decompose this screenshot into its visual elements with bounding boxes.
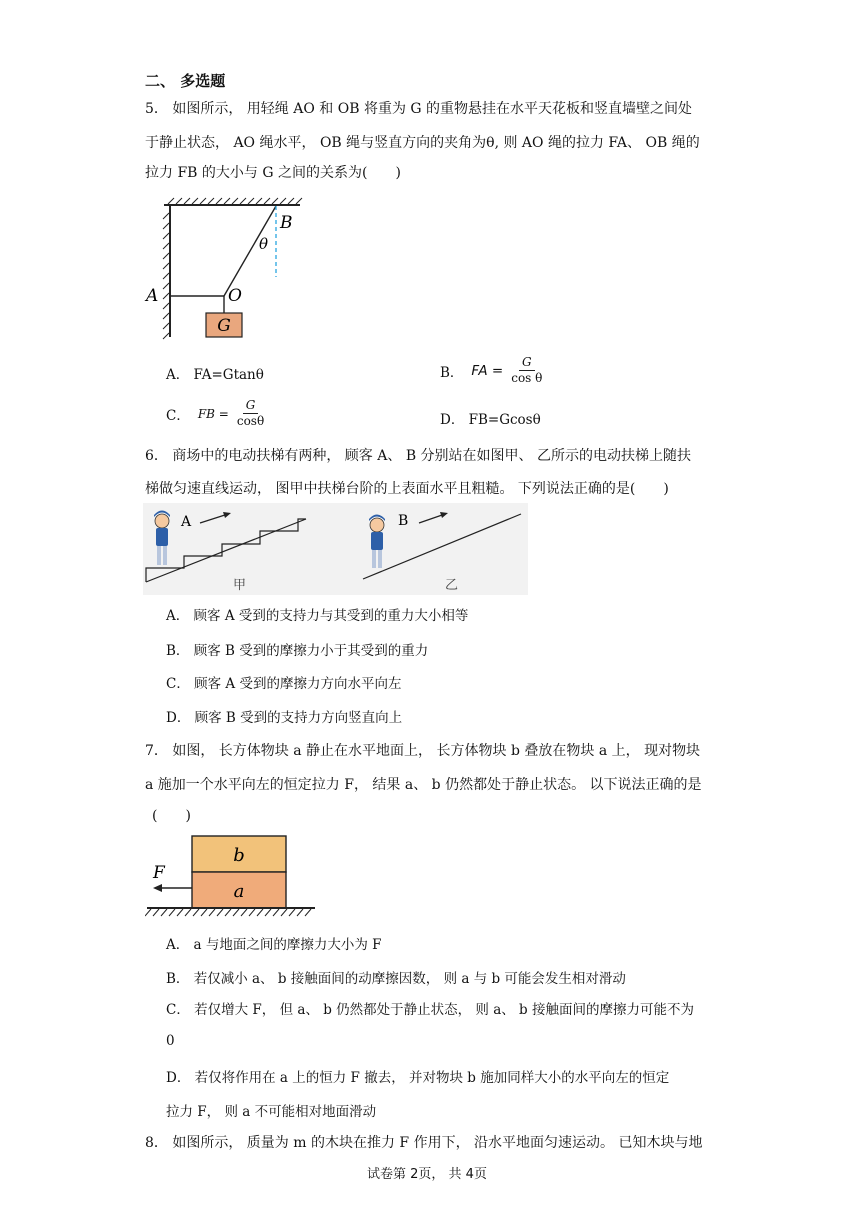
option-c-lhs: FB = — [197, 406, 229, 421]
q5-option-c — [166, 398, 264, 429]
figure-background — [143, 503, 528, 595]
q5-line-2: 于静止状态， AO 绳水平， OB 绳与竖直方向的夹角为θ, 则 AO 绳的拉力 FA、 OB 绳的 — [145, 135, 700, 151]
q7-option-d-cont: 拉力 F， 则 a 不可能相对地面滑动 — [166, 1104, 377, 1120]
option-b-numerator: G — [519, 355, 535, 371]
option-b-denominator: cos θ — [511, 371, 543, 385]
q6-option-c: C． 顾客 A 受到的摩擦力方向水平向左 — [166, 676, 402, 692]
q6-option-a: A． 顾客 A 受到的支持力与其受到的重力大小相等 — [166, 608, 469, 624]
q7-option-c: C． 若仅增大 F， 但 a、 b 仍然都处于静止状态， 则 a、 b 接触面间的摩擦力可能不为 — [166, 1002, 694, 1018]
q7-line-3: ( ) — [152, 808, 191, 824]
option-b-prefix: B． — [440, 364, 464, 381]
q7-option-c-cont: 0 — [166, 1033, 175, 1049]
page-footer: 试卷第 2页， 共 4页 — [367, 1167, 487, 1182]
q6-line-1: 6． 商场中的电动扶梯有两种， 顾客 A、 B 分别站在如图甲、 乙所示的电动扶梯上随扶 — [145, 448, 692, 464]
q5-option-a: A． FA=Gtanθ — [166, 367, 264, 383]
label-theta: θ — [259, 235, 269, 253]
label-b-block: b — [233, 845, 245, 866]
q7-line-2: a 施加一个水平向左的恒定拉力 F， 结果 a、 b 仍然都处于静止状态。 以下说法正确的是 — [145, 777, 702, 793]
caption-jia: 甲 — [233, 578, 247, 593]
q7-option-a: A． a 与地面之间的摩擦力大小为 F — [166, 937, 382, 953]
q5-line-3: 拉力 FB 的大小与 G 之间的关系为( ) — [145, 165, 401, 181]
option-b-fraction — [511, 355, 542, 386]
label-B: B — [280, 213, 293, 233]
q6-option-b: B． 顾客 B 受到的摩擦力小于其受到的重力 — [166, 643, 429, 659]
q7-line-1: 7． 如图， 长方体物块 a 静止在水平地面上， 长方体物块 b 叠放在物块 a 上， 现对物块 — [145, 743, 701, 759]
option-c-prefix: C． — [166, 407, 190, 424]
q7-option-b: B． 若仅减小 a、 b 接触面间的动摩擦因数， 则 a 与 b 可能会发生相对滑动 — [166, 971, 626, 987]
caption-yi: 乙 — [445, 578, 459, 593]
q5-figure — [140, 195, 315, 345]
q8-line-1: 8． 如图所示， 质量为 m 的木块在推力 F 作用下， 沿水平地面匀速运动。 已知木块与地 — [145, 1135, 703, 1151]
option-b-lhs: FA = — [471, 362, 504, 379]
q5-option-b — [440, 355, 542, 386]
option-c-fraction — [237, 398, 264, 429]
q5-option-d: D． FB=Gcosθ — [440, 412, 541, 428]
q6-figure — [143, 503, 528, 595]
q7-figure — [145, 832, 320, 918]
force-arrow-icon — [153, 884, 162, 892]
q5-line-1: 5． 如图所示， 用轻绳 AO 和 OB 将重为 G 的重物悬挂在水平天花板和竖直墙壁之间处 — [145, 101, 693, 117]
q6-line-2: 梯做匀速直线运动， 图甲中扶梯台阶的上表面水平且粗糙。 下列说法正确的是( ) — [145, 481, 669, 497]
label-O: O — [228, 286, 242, 306]
label-A-escalator: A — [181, 514, 192, 530]
option-c-numerator: G — [243, 398, 259, 414]
label-B-escalator: B — [398, 513, 409, 529]
option-c-denominator: cosθ — [236, 414, 265, 428]
label-A: A — [146, 286, 159, 306]
q6-option-d: D． 顾客 B 受到的支持力方向竖直向上 — [166, 710, 403, 726]
q7-option-d: D． 若仅将作用在 a 上的恒力 F 撤去， 并对物块 b 施加同样大小的水平向左的恒定 — [166, 1070, 670, 1086]
section-title: 二、 多选题 — [145, 72, 226, 90]
label-a-block: a — [233, 881, 245, 902]
label-G: G — [217, 316, 231, 336]
label-F: F — [153, 863, 165, 883]
